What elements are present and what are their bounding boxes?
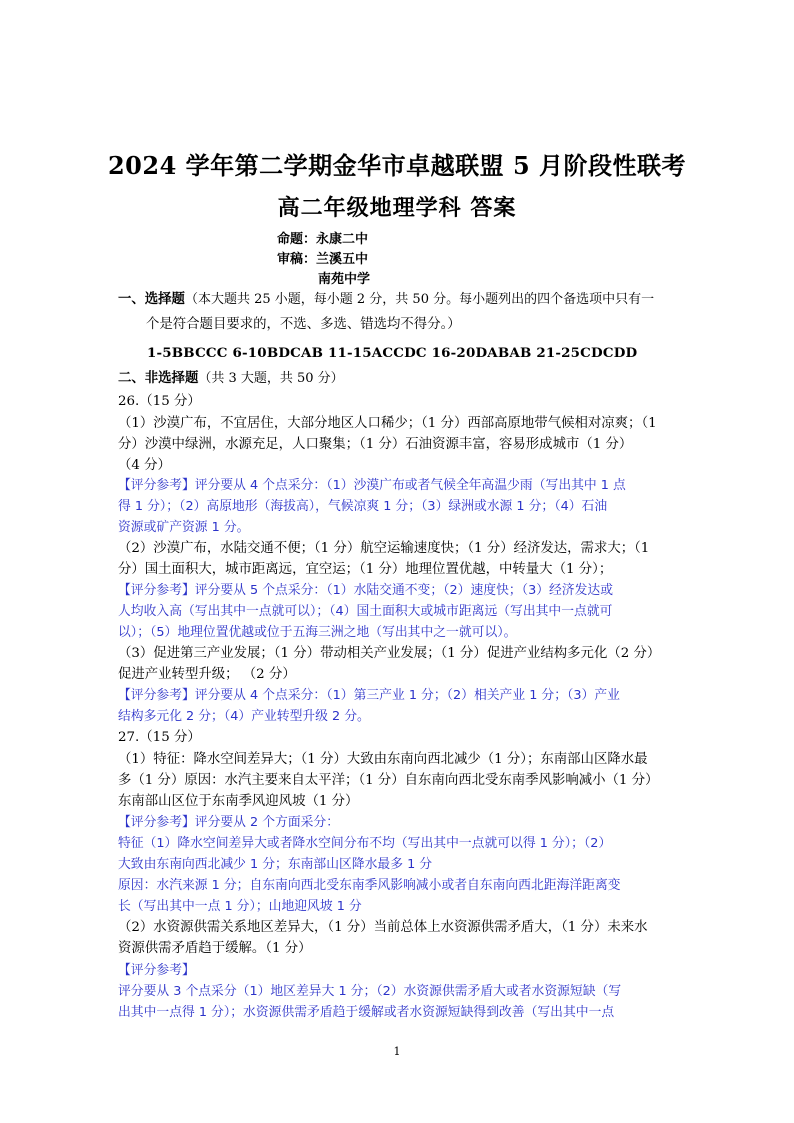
page-number: 1 [393,1045,401,1058]
grading-note-line: 长（写出其中一点 1 分）；山地迎风坡 1 分 [118,899,362,914]
answer-line: 分）国土面积大，城市距离远，宜空运；（1 分）地理位置优越，中转量大（1 分）； [118,562,613,577]
grading-note-line: 得 1 分）；（2）高原地形（海拔高），气候凉爽 1 分；（3）绿洲或水源 1 分；（4）石油 [118,499,608,514]
grading-note-line: 人均收入高（写出其中一点就可以）；（4）国土面积大或城市距离远（写出其中一点就可 [118,604,613,619]
reviewer-line: 审稿：兰溪五中 [277,252,369,267]
answer-line: （2）沙漠广布，水陆交通不便；（1 分）航空运输速度快；（1 分）经济发达，需求大；（1 [118,541,650,556]
answer-line: 资源供需矛盾趋于缓解。（1 分） [118,941,312,956]
grading-note-line: 以）；（5）地理位置优越或位于五海三洲之地（写出其中之一就可以）。 [118,625,517,640]
grading-note-line: 结构多元化 2 分；（4）产业转型升级 2 分。 [118,709,370,724]
answer-line: 促进产业转型升级； （2 分） [118,667,296,682]
grading-note-line: 【评分参考】评分要从 4 个点采分：（1）第三产业 1 分；（2）相关产业 1 分；（3）产业 [118,688,620,703]
answer-line: （1）沙漠广布，不宜居住，大部分地区人口稀少；（1 分）西部高原地带气候相对凉爽；（1 [118,416,657,431]
answer-line: 东南部山区位于东南季风迎风坡（1 分） [118,794,359,809]
document-title: 2024 学年第二学期金华市卓越联盟 5 月阶段性联考 [107,151,687,180]
proposer-line: 命题：永康二中 [277,232,369,247]
section1-heading-line [118,289,680,310]
answer-line: 27.（15 分） [118,730,201,745]
reviewer2-line: 南苑中学 [318,272,371,287]
section1-heading: 一、选择题 [118,291,185,307]
grading-note-line: 【评分参考】评分要从 4 个点采分：（1）沙漠广布或者气候全年高温少雨（写出其中 1 点 [118,478,626,493]
grading-note-line: 原因：水汽来源 1 分；自东南向西北受东南季风影响减小或者自东南向西北距海洋距离变 [118,878,621,893]
grading-note-line: 特征（1）降水空间差异大或者降水空间分布不均（写出其中一点就可以得 1 分）；（2） [118,836,612,851]
answer-line: 多（1 分）原因：水汽主要来自太平洋；（1 分）自东南向西北受东南季风影响减小（1 分） [118,773,659,788]
grading-note-line: 资源或矿产资源 1 分。 [118,520,250,535]
choice-answers: 1-5BBCCC 6-10BDCAB 11-15ACCDC 16-20DABAB 21-25CDCDD [147,345,638,361]
section2-heading: 二、非选择题 [118,370,199,386]
grading-note-line: 【评分参考】评分要从 2 个方面采分： [118,815,340,830]
grading-note-line: 评分要从 3 个点采分（1）地区差异大 1 分；（2）水资源供需矛盾大或者水资源短缺（写 [118,984,622,999]
answer-line: （1）特征：降水空间差异大；（1 分）大致由东南向西北减少（1 分）；东南部山区降水最 [118,752,648,767]
answer-line: 分）沙漠中绿洲，水源充足，人口聚集；（1 分）石油资源丰富，容易形成城市（1 分） [118,437,633,452]
document-subtitle: 高二年级地理学科 答案 [277,195,517,221]
grading-note-line: 出其中一点得 1 分）；水资源供需矛盾趋于缓解或者水资源短缺得到改善（写出其中一点 [118,1005,615,1020]
section2-desc: （共 3 大题，共 50 分） [198,371,344,386]
answer-line: （2）水资源供需关系地区差异大，（1 分）当前总体上水资源供需矛盾大，（1 分）未来水 [118,920,648,935]
answer-line: （4 分） [118,458,171,473]
grading-note-line: 大致由东南向西北减少 1 分；东南部山区降水最多 1 分 [118,857,433,872]
answer-line: 26.（15 分） [118,394,201,409]
answer-line: （3）促进第三产业发展；（1 分）带动相关产业发展；（1 分）促进产业结构多元化（2 分） [118,646,661,661]
section1-desc: （本大题共 25 小题，每小题 2 分，共 50 分。每小题列出的四个备选项中只有一 [184,292,655,307]
section2-heading-line [118,368,680,389]
grading-note-line: 【评分参考】 [118,963,195,978]
grading-note-line: 【评分参考】评分要从 5 个点采分：（1）水陆交通不变；（2）速度快；（3）经济发达或 [118,583,613,598]
section1-desc-line2: 个是符合题目要求的，不选、多选、错选均不得分。） [146,317,461,332]
